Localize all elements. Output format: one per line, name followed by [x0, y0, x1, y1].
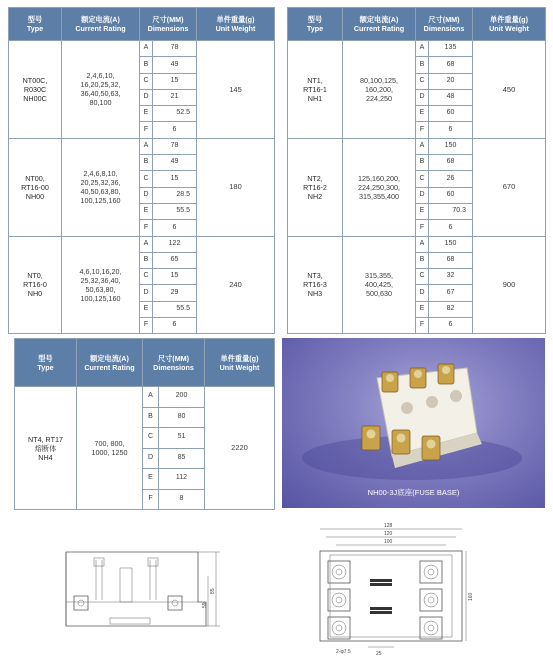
- dimension-value-cell: 6: [153, 220, 197, 236]
- dimension-letter-cell: A: [416, 138, 429, 154]
- header-weight-cn: 单件重量(g): [490, 15, 528, 24]
- header-type-cn: 型号: [38, 353, 53, 363]
- unit-weight-cell: 145: [197, 41, 275, 139]
- dimension-value-cell: 55.5: [153, 203, 197, 219]
- dimension-value-cell: 6: [153, 122, 197, 138]
- dimension-value-cell: 29: [153, 285, 197, 301]
- dimension-letter-cell: B: [140, 57, 153, 73]
- header-dimensions-cn: 尺寸(MM): [152, 15, 184, 24]
- dimension-value-cell: 68: [429, 252, 473, 268]
- dimension-letter-cell: C: [143, 428, 159, 449]
- dimension-letter-cell: F: [143, 489, 159, 510]
- header-row: [15, 339, 275, 387]
- model-type-cell: NT0, RT16-0 NH0: [9, 236, 62, 334]
- dimension-letter-cell: A: [140, 236, 153, 252]
- header-rating: [343, 8, 416, 41]
- dimension-value-cell: 8: [159, 489, 205, 510]
- dim-label-160: 160: [468, 592, 474, 601]
- dimension-value-cell: 82: [429, 301, 473, 317]
- dim-label-100: 100: [384, 539, 393, 545]
- model-type-cell: NT00, RT16-00 NH00: [9, 138, 62, 236]
- dimension-row: [15, 387, 275, 408]
- dimension-letter-cell: E: [140, 106, 153, 122]
- header-rating-en: Current Rating: [84, 362, 135, 372]
- header-dimensions: [140, 8, 197, 41]
- dimension-value-cell: 6: [429, 220, 473, 236]
- dimension-letter-cell: F: [140, 122, 153, 138]
- side-view-drawing: [58, 540, 220, 640]
- dimension-letter-cell: D: [416, 285, 429, 301]
- spec-table-right: [287, 7, 546, 334]
- dim-label-25: 25: [376, 651, 382, 657]
- current-rating-cell: 700, 800, 1000, 1250: [77, 387, 143, 510]
- dimension-value-cell: 6: [429, 122, 473, 138]
- header-weight-cn: 单件重量(g): [216, 15, 255, 24]
- dimension-row: [288, 138, 546, 154]
- unit-weight-cell: 670: [473, 138, 546, 236]
- dimension-letter-cell: B: [416, 155, 429, 171]
- dimension-letter-cell: D: [416, 187, 429, 203]
- dimension-row: [9, 41, 275, 57]
- dim-label-59: 59: [202, 602, 208, 608]
- header-type: [9, 8, 62, 41]
- dimension-letter-cell: C: [416, 73, 429, 89]
- header-weight-en: Unit Weight: [219, 362, 260, 372]
- dimension-value-cell: 15: [153, 269, 197, 285]
- header-rating: [77, 339, 143, 387]
- header-rating-cn: 额定电流(A): [90, 353, 129, 363]
- dimension-letter-cell: A: [140, 41, 153, 57]
- dimension-value-cell: 21: [153, 89, 197, 105]
- header-rating-cn: 额定电流(A): [359, 15, 399, 24]
- header-type: [15, 339, 77, 387]
- dim-label-85: 85: [210, 588, 216, 594]
- model-type-cell: NT3, RT16-3 NH3: [288, 236, 343, 334]
- dimension-value-cell: 112: [159, 469, 205, 490]
- fuse-base-illustration: [282, 338, 545, 508]
- dimension-value-cell: 78: [153, 138, 197, 154]
- dimension-value-cell: 200: [159, 387, 205, 408]
- dimension-letter-cell: E: [416, 106, 429, 122]
- dimension-letter-cell: D: [140, 285, 153, 301]
- header-weight: [473, 8, 546, 41]
- dimension-value-cell: 15: [153, 171, 197, 187]
- dimension-value-cell: 85: [159, 448, 205, 469]
- header-weight-en: Unit Weight: [489, 24, 529, 33]
- dimension-value-cell: 67: [429, 285, 473, 301]
- photo-caption: NH00-3J底座(FUSE BASE): [367, 488, 460, 497]
- current-rating-cell: 315,355, 400,425, 500,630: [343, 236, 416, 334]
- dimension-letter-cell: B: [143, 407, 159, 428]
- dimension-row: [9, 236, 275, 252]
- dimension-letter-cell: C: [140, 171, 153, 187]
- header-weight-cn: 单件重量(g): [220, 353, 259, 363]
- header-dimensions: [143, 339, 205, 387]
- dimension-value-cell: 70.3: [429, 203, 473, 219]
- header-dimensions: [416, 8, 473, 41]
- dimension-letter-cell: C: [140, 269, 153, 285]
- header-dimensions-cn: 尺寸(MM): [157, 353, 190, 363]
- header-weight: [197, 8, 275, 41]
- model-type-cell: NT00C, R030C NH00C: [9, 41, 62, 139]
- dimension-row: [288, 41, 546, 57]
- unit-weight-cell: 180: [197, 138, 275, 236]
- dimension-value-cell: 60: [429, 106, 473, 122]
- dimension-letter-cell: D: [140, 89, 153, 105]
- dimension-letter-cell: F: [140, 220, 153, 236]
- dimension-row: [9, 138, 275, 154]
- model-type-cell: NT1, RT16-1 NH1: [288, 41, 343, 139]
- header-type-en: Type: [26, 24, 44, 33]
- dimension-value-cell: 20: [429, 73, 473, 89]
- dim-label-holes: 2-φ7.5: [336, 649, 351, 655]
- header-row: [288, 8, 546, 41]
- fuse-base-photo: [282, 338, 545, 508]
- header-type: [288, 8, 343, 41]
- dimension-letter-cell: E: [140, 203, 153, 219]
- dimension-value-cell: 68: [429, 57, 473, 73]
- dimension-value-cell: 80: [159, 407, 205, 428]
- model-type-cell: NT4, RT17 熔断体 NH4: [15, 387, 77, 510]
- dimension-value-cell: 60: [429, 187, 473, 203]
- dimension-value-cell: 55.5: [153, 301, 197, 317]
- dimension-letter-cell: E: [143, 469, 159, 490]
- dim-label-128: 128: [384, 523, 393, 529]
- dimension-value-cell: 150: [429, 138, 473, 154]
- top-view-drawing: [306, 521, 476, 661]
- current-rating-cell: 2,4,6,10, 16,20,25,32, 36,40,50,63, 80,100: [62, 41, 140, 139]
- dimension-value-cell: 68: [429, 155, 473, 171]
- dimension-letter-cell: C: [416, 269, 429, 285]
- header-weight: [205, 339, 275, 387]
- dimension-letter-cell: F: [416, 220, 429, 236]
- header-type-en: Type: [306, 24, 324, 33]
- dimension-value-cell: 150: [429, 236, 473, 252]
- dimension-value-cell: 78: [153, 41, 197, 57]
- dimension-letter-cell: D: [140, 187, 153, 203]
- current-rating-cell: 4,6,10,16,20, 25,32,36,40, 50,63,80, 100,125,160: [62, 236, 140, 334]
- current-rating-cell: 125,160,200, 224,250,300, 315,355,400: [343, 138, 416, 236]
- header-dimensions-en: Dimensions: [147, 24, 189, 33]
- unit-weight-cell: 2220: [205, 387, 275, 510]
- header-dimensions-en: Dimensions: [153, 362, 194, 372]
- header-type-cn: 型号: [307, 15, 323, 24]
- model-type-cell: NT2, RT16-2 NH2: [288, 138, 343, 236]
- header-weight-en: Unit Weight: [215, 24, 256, 33]
- header-dimensions-cn: 尺寸(MM): [428, 15, 460, 24]
- dimension-letter-cell: B: [140, 252, 153, 268]
- dimension-value-cell: 32: [429, 269, 473, 285]
- dimension-letter-cell: E: [416, 203, 429, 219]
- dimension-letter-cell: C: [140, 73, 153, 89]
- header-row: [9, 8, 275, 41]
- current-rating-cell: 80,100,125, 160,200, 224,250: [343, 41, 416, 139]
- header-rating-en: Current Rating: [75, 24, 126, 33]
- unit-weight-cell: 240: [197, 236, 275, 334]
- dimension-letter-cell: A: [140, 138, 153, 154]
- dimension-letter-cell: A: [416, 41, 429, 57]
- dimension-value-cell: 51: [159, 428, 205, 449]
- dimension-value-cell: 15: [153, 73, 197, 89]
- dimension-letter-cell: E: [416, 301, 429, 317]
- dimension-row: [288, 236, 546, 252]
- header-type-en: Type: [37, 362, 54, 372]
- header-dimensions-en: Dimensions: [423, 24, 465, 33]
- dimension-letter-cell: B: [416, 252, 429, 268]
- dimension-letter-cell: D: [416, 89, 429, 105]
- dimension-value-cell: 49: [153, 155, 197, 171]
- dim-label-120: 120: [384, 531, 393, 537]
- unit-weight-cell: 450: [473, 41, 546, 139]
- dimension-letter-cell: F: [416, 318, 429, 334]
- dimension-letter-cell: F: [140, 318, 153, 334]
- header-rating-cn: 额定电流(A): [81, 15, 120, 24]
- dimension-value-cell: 135: [429, 41, 473, 57]
- unit-weight-cell: 900: [473, 236, 546, 334]
- dimension-letter-cell: A: [416, 236, 429, 252]
- header-rating: [62, 8, 140, 41]
- spec-table-left: [8, 7, 275, 334]
- dimension-value-cell: 65: [153, 252, 197, 268]
- dimension-value-cell: 48: [429, 89, 473, 105]
- current-rating-cell: 2,4,6,8,10, 20,25,32,36, 40,50,63,80, 100,125,160: [62, 138, 140, 236]
- dimension-value-cell: 49: [153, 57, 197, 73]
- dimension-value-cell: 6: [153, 318, 197, 334]
- dimension-value-cell: 122: [153, 236, 197, 252]
- dimension-value-cell: 52.5: [153, 106, 197, 122]
- dimension-value-cell: 28.5: [153, 187, 197, 203]
- header-type-cn: 型号: [27, 15, 43, 24]
- dimension-letter-cell: E: [140, 301, 153, 317]
- dimension-letter-cell: B: [140, 155, 153, 171]
- spec-table-bottom: [14, 338, 275, 510]
- header-rating-en: Current Rating: [353, 24, 405, 33]
- dimension-value-cell: 26: [429, 171, 473, 187]
- dimension-value-cell: 6: [429, 318, 473, 334]
- dimension-letter-cell: F: [416, 122, 429, 138]
- dimension-letter-cell: A: [143, 387, 159, 408]
- dimension-letter-cell: B: [416, 57, 429, 73]
- dimension-letter-cell: C: [416, 171, 429, 187]
- dimension-letter-cell: D: [143, 448, 159, 469]
